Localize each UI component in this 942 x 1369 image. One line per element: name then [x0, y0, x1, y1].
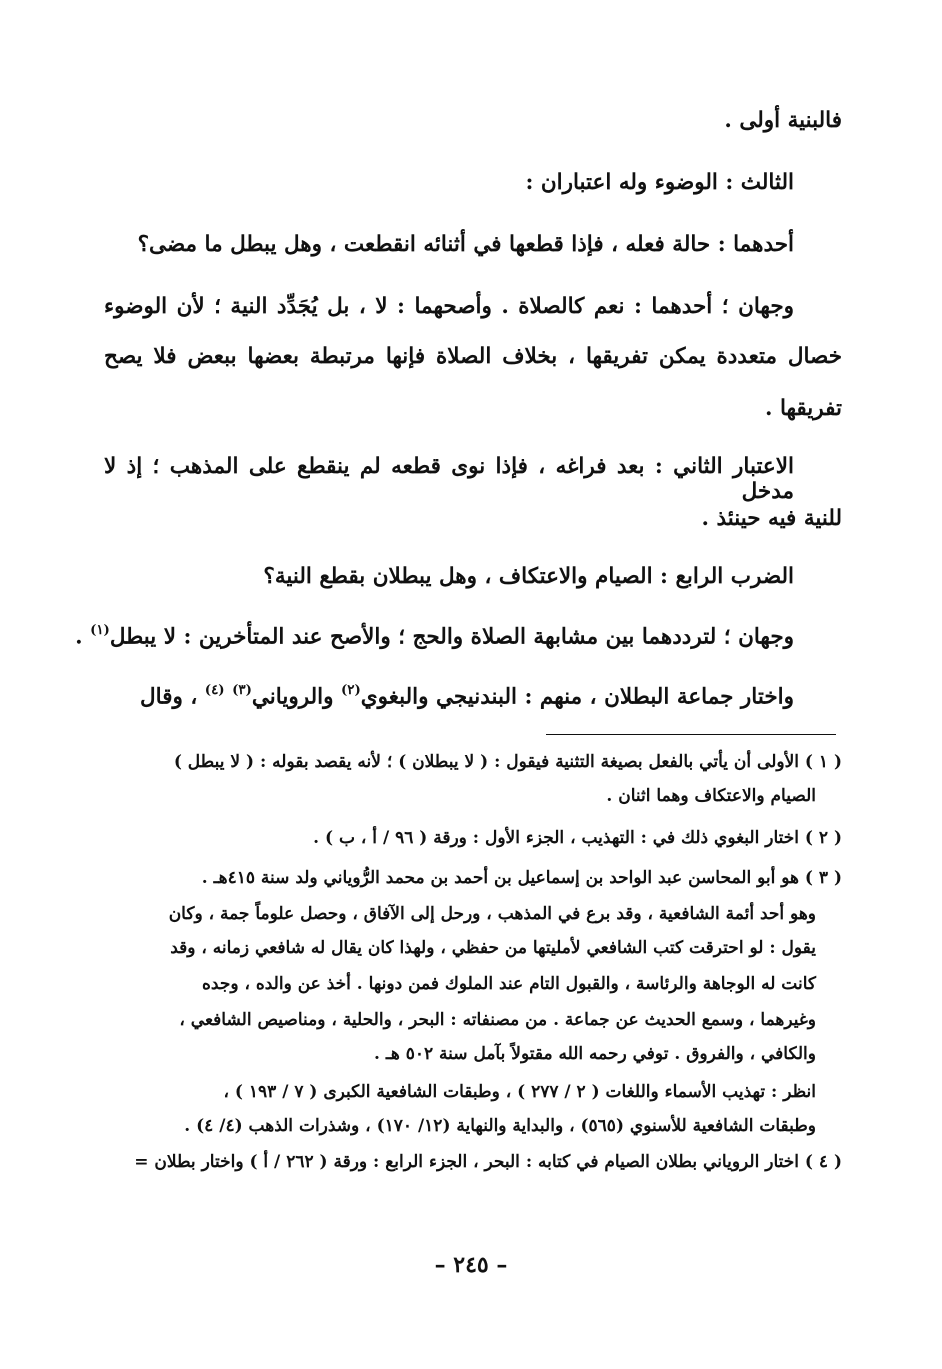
text-line: وجهان ؛ أحدهما : نعم كالصلاة . وأصحهما : لا ، بل يُجَدِّد النية ؛ لأن الوضوء — [104, 294, 794, 319]
text-line: فالبنية أولى . — [724, 108, 842, 133]
footnote-ref: (٤) — [204, 682, 225, 698]
text-segment: والروياني — [251, 684, 334, 710]
footnote-ref: (٣) — [232, 682, 252, 698]
footnote-line: الصيام والاعتكاف وهما اثنان . — [606, 786, 816, 806]
text-line: خصال متعددة يمكن تفريقها ، بخلاف الصلاة فإنها مرتبطة بعضها ببعض فلا يصح — [104, 344, 842, 369]
text-line: تفريقها . — [764, 396, 842, 421]
text-line: الاعتبار الثاني : بعد فراغه ، فإذا نوى قطعه لم ينقطع على المذهب ؛ إذ لا مدخل — [104, 454, 794, 504]
text-line: الثالث : الوضوء وله اعتباران : — [525, 170, 794, 195]
footnote-ref: (١) — [90, 622, 110, 638]
text-segment: واختار جماعة البطلان ، منهم : البندنيجي والبغوي — [360, 684, 794, 710]
footnote-line: ( ٤ ) اختار الروياني بطلان الصيام في كتابه : البحر ، الجزء الرابع : ورقة ( ٢٦٢ / أ ) واختار بطلان = — [134, 1152, 842, 1172]
text-line: وجهان ؛ لترددهما بين مشابهة الصلاة والحج ؛ والأصح عند المتأخرين : لا يبطل$^{(١)}$ . — [75, 622, 794, 650]
footnote-separator — [546, 734, 836, 735]
footnote-line: وهو أحد أئمة الشافعية ، وقد برع في المذهب ، ورحل إلى الآفاق ، وحصل علوماً جمة ، وكان — [168, 904, 816, 924]
footnote-line: كانت له الوجاهة والرئاسة ، والقبول التام عند الملوك فمن دونها . أخذ عن والده ، وجده — [201, 974, 816, 994]
footnote-line: والكافي ، والفروق . توفي رحمه الله مقتولاً بآمل سنة ٥٠٢ هـ . — [374, 1044, 816, 1064]
page-number: – ٢٤٥ – — [434, 1252, 508, 1278]
text-line — [104, 682, 842, 709]
footnote-line: وطبقات الشافعية للأسنوي (٥٦٥) ، والبداية والنهاية (١٢/ ١٧٠) ، وشذرات الذهب (٤/ ٤) . — [184, 1116, 816, 1136]
text-line: الضرب الرابع : الصيام والاعتكاف ، وهل يبطلان بقطع النية؟ — [263, 564, 794, 589]
text-segment: وجهان ؛ لترددهما بين مشابهة الصلاة والحج ؛ والأصح عند المتأخرين : لا يبطل — [109, 624, 794, 650]
footnote-line: ( ٣ ) هو أبو المحاسن عبد الواحد بن إسماعيل بن أحمد بن محمد الرُّوياني ولد سنة ٤١٥هـ . — [201, 868, 842, 888]
footnote-line: يقول : لو احترقت كتب الشافعي لأمليتها من حفظي ، ولهذا كان يقال له شافعي زمانه ، وقد — [170, 938, 816, 958]
footnote-line: وغيرهما ، وسمع الحديث عن جماعة . من مصنفاته : البحر ، والحلية ، ومناصيص الشافعي ، — [179, 1010, 816, 1030]
text-line: أحدهما : حالة فعله ، فإذا قطعها في أثنائه انقطعت ، وهل يبطل ما مضى؟ — [137, 232, 794, 257]
text-segment: ، وقال — [140, 684, 198, 710]
footnote-line: ( ٢ ) اختار البغوي ذلك في : التهذيب ، الجزء الأول : ورقة ( ٩٦ / أ ، ب ) . — [313, 828, 842, 848]
footnote-line: ( ١ ) الأولى أن يأتي بالفعل بصيغة التثنية فيقول : ( لا يبطلان ) ؛ لأنه يقصد بقوله : ( لا يبطل ) — [173, 752, 842, 772]
footnote-ref: (٢) — [340, 682, 361, 698]
footnote-line: انظر : تهذيب الأسماء واللغات ( ٢ / ٢٧٧ ) ، وطبقات الشافعية الكبرى ( ٧ / ١٩٣ ) ، — [223, 1082, 816, 1102]
text-line: للنية فيه حينئذ . — [701, 506, 842, 531]
